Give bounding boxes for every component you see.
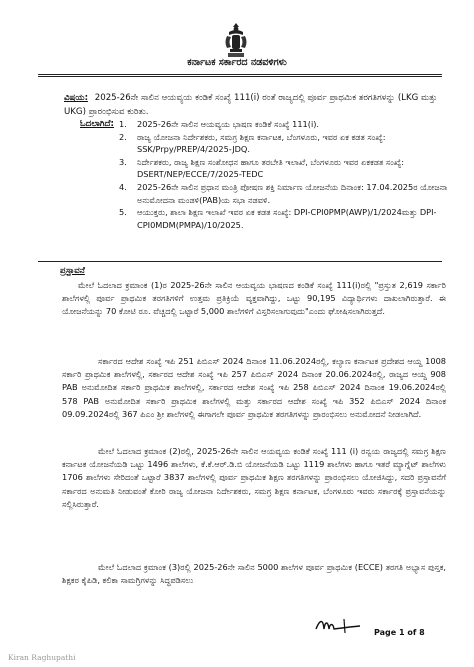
reference-item [119, 206, 449, 231]
scanner-watermark: Kiran Raghupathi [8, 653, 76, 662]
reference-text: 2025-26ನೇ ಸಾಲಿನ ಆಯವ್ಯಯ ಭಾಷಣ ಕಂಡಿಕೆ ಸಂಖ್ಯೆ 111(i). [137, 119, 320, 129]
reference-number: 5. [119, 207, 127, 218]
references-label: ಓದಲಾಗಿದೆ: [80, 119, 114, 129]
reference-number: 2. [119, 131, 127, 142]
reference-item [119, 118, 449, 131]
state-emblem-icon [219, 20, 253, 60]
header-rule-top [38, 74, 442, 75]
subject-label: ವಿಷಯ: [64, 93, 89, 103]
reference-text: ರಾಜ್ಯ ಯೋಜನಾ ನಿರ್ದೇಶಕರು, ಸಮಗ್ರ ಶಿಕ್ಷಣ ಕರ್ನಾಟಕ, ಬೆಂಗಳೂರು, ಇವರ ಏಕ ಕಡತ ಸಂಖ್ಯೆ: SSK/Prpy/PREP/4/2025-JDQ. [137, 131, 386, 155]
preamble-paragraph: ಮೇಲೆ ಓದಲಾದ ಕ್ರಮಾಂಕ (1)ರ 2025-26ನೇ ಸಾಲಿನ ಆಯವ್ಯಯ ಭಾಷಣದ ಕಂಡಿಕೆ ಸಂಖ್ಯೆ 111(i)ರಲ್ಲಿ "ಪ್ರಸ್ತುತ 2,619 ಸರ್ಕಾರಿ ಶಾಲೆಗಳಲ್ಲಿ ಪೂರ್ವ ಪ್ರಾಥಮಿಕ ತರಗತಿಗಳಿಗೆ ಉತ್ತಮ ಪ್ರತಿಕ್ರಿಯೆ ವ್ಯಕ್ತವಾಗಿದ್ದು, ಒಟ್ಟು 90,195 ವಿದ್ಯಾರ್ಥಿಗಳು ದಾಖಲಾಗಿರುತ್ತಾರೆ. ಈ ಯೋಜನೆಯನ್ನು 70 ಕೋಟಿ ರೂ. ವೆಚ್ಚದಲ್ಲಿ ಒಟ್ಟಾರೆ 5,000 ಶಾಲೆಗಳಿಗೆ ವಿಸ್ತರಿಸಲಾಗುವುದು"ಎಂದು ಘೋಷಿಸಲಾಗಿರುತ್ತದೆ. [62, 280, 446, 317]
reference-item [119, 181, 449, 206]
reference-number: 4. [119, 181, 127, 192]
reference-text: ಆಯುಕ್ತರು, ಶಾಲಾ ಶಿಕ್ಷಣ ಇಲಾಖೆ ಇವರ ಏಕ ಕಡತ ಸಂಖ್ಯೆ: DPI-CPI0PMP(AWP)/1/2024ಮತ್ತು DPI-CPI0MDM(PMPA)/10/2025. [137, 207, 437, 230]
preamble-heading: ಪ್ರಸ್ತಾವನೆ [60, 266, 85, 276]
header-rule-bottom [38, 76, 442, 77]
page-number: Page 1 of 8 [374, 628, 425, 637]
signature-mark [314, 613, 364, 635]
reference-item [119, 156, 449, 181]
section-divider [38, 261, 442, 262]
references-list [119, 118, 449, 231]
reference-number: 3. [119, 156, 127, 167]
reference-text: 2025-26ನೇ ಸಾಲಿನ ಪ್ರಧಾನ ಮಂತ್ರಿ ಪೋಷಣ ಶಕ್ತಿ ನಿರ್ಮಾಣ ಯೋಜನೆಯ ದಿನಾಂಕ: 17.04.2025ರ ಯೋಜನಾ ಅನುಮೋದನಾ ಮಂಡಳಿ(PAB)ಯ ಸಭಾ ನಡವಳಿ. [137, 181, 448, 205]
reference-text: ನಿರ್ದೇಶಕರು, ರಾಜ್ಯ ಶಿಕ್ಷಣ ಸಂಶೋಧನ ಹಾಗೂ ತರಬೇತಿ ಇಲಾಖೆ, ಬೆಂಗಳೂರು ಇವರ ಏಕಕಡತ ಸಂಖ್ಯೆ: DSERT/NEP/ECCE/7/2025-TEDC [137, 156, 405, 180]
preamble-paragraph: ಸರ್ಕಾರದ ಆದೇಶ ಸಂಖ್ಯೆ ಇಪಿ 251 ಪಿಬಿಎಸ್ 2024 ದಿನಾಂಕ 11.06.2024ರಲ್ಲಿ, ಕಲ್ಯಾಣ ಕರ್ನಾಟಕ ಪ್ರದೇಶದ ಆಯ್ದ 1008 ಸರ್ಕಾರಿ ಪ್ರಾಥಮಿಕ ಶಾಲೆಗಳಲ್ಲಿ, ಸರ್ಕಾರದ ಆದೇಶ ಸಂಖ್ಯೆ ಇಪಿ 257 ಪಿಬಿಎಸ್ 2024 ದಿನಾಂಕ 20.06.2024ರಲ್ಲಿ, ರಾಜ್ಯದ ಆಯ್ದ 908 PAB ಅನುಮೋದಿತ ಸರ್ಕಾರಿ ಪ್ರಾಥಮಿಕ ಶಾಲೆಗಳಲ್ಲಿ, ಸರ್ಕಾರದ ಆದೇಶ ಸಂಖ್ಯೆ ಇಪಿ 258 ಪಿಬಿಎಸ್ 2024 ದಿನಾಂಕ 19.06.2024ರಲ್ಲಿ 578 PAB ಅನುಮೋದಿತ ಸರ್ಕಾರಿ ಪ್ರಾಥಮಿಕ ಶಾಲೆಗಳಲ್ಲಿ ಮತ್ತು ಸರ್ಕಾರದ ಆದೇಶ ಸಂಖ್ಯೆ ಇಪಿ 352 ಪಿಬಿಎಸ್ 2024 ದಿನಾಂಕ 09.09.2024ರಲ್ಲಿ 367 ಪಿಎಂ ಶ್ರೀ ಶಾಲೆಗಳಲ್ಲಿ ಈಗಾಗಲೇ ಪೂರ್ವ ಪ್ರಾಥಮಿಕ ತರಗತಿಗಳನ್ನು ಪ್ರಾರಂಭಿಸಲು ಅನುಮೋದನೆ ನೀಡಲಾಗಿದೆ. [62, 356, 446, 419]
preamble-paragraph: ಮೇಲೆ ಓದಲಾದ ಕ್ರಮಾಂಕ (3)ರಲ್ಲಿ 2025-26ನೇ ಸಾಲಿನ 5000 ಶಾಲೆಗಳ ಪೂರ್ವ ಪ್ರಾಥಮಿಕ (ECCE) ತರಗತಿ ಅಭ್ಯಾಸ ಪುಸ್ತಕ, ಶಿಕ್ಷಕರ ಕೈಪಿಡಿ, ಕಲಿಕಾ ಸಾಮಗ್ರಿಗಳನ್ನು ಸಿದ್ಧಪಡಿಸಲು [62, 562, 446, 586]
government-title: ಕರ್ನಾಟಕ ಸರ್ಕಾರದ ನಡವಳಿಗಳು [187, 57, 287, 68]
reference-item [119, 131, 449, 156]
subject-block [64, 91, 444, 119]
preamble-paragraph: ಮೇಲೆ ಓದಲಾದ ಕ್ರಮಾಂಕ (2)ರಲ್ಲಿ, 2025-26ನೇ ಸಾಲಿನ ಆಯವ್ಯಯ ಕಂಡಿಕೆ ಸಂಖ್ಯೆ 111 (i) ರನ್ವಯ ರಾಜ್ಯದಲ್ಲಿ ಸಮಗ್ರ ಶಿಕ್ಷಣ ಕರ್ನಾಟಕ ಯೋಜನೆಯಡಿ ಒಟ್ಟು 1496 ಶಾಲೆಗಳು, ಕೆ.ಕೆ.ಆರ್.ಡಿ.ಬಿ ಯೋಜನೆಯಡಿ ಒಟ್ಟು 1119 ಶಾಲೆಗಳು ಹಾಗೂ ಇತರೆ ಮ್ಯಾಗ್ನೆಟ್ ಶಾಲೆಗಳು 1706 ಶಾಲೆಗಳು ಸೇರಿದಂತೆ ಒಟ್ಟಾರೆ 3837 ಶಾಲೆಗಳಲ್ಲಿ ಪೂರ್ವ ಪ್ರಾಥಮಿಕ ಶಿಕ್ಷಣ ತರಗತಿಗಳನ್ನು ಪ್ರಾರಂಭಿಸಲು ಯೋಜಿಸಿದ್ದು, ಸದರಿ ಪ್ರಸ್ತಾವನೆಗೆ ಸರ್ಕಾರದ ಅನುಮತಿ ನೀಡುವಂತೆ ಕೋರಿ ರಾಜ್ಯ ಯೋಜನಾ ನಿರ್ದೇಶಕರು, ಸಮಗ್ರ ಶಿಕ್ಷಣ ಕರ್ನಾಟಕ, ಬೆಂಗಳೂರು ಇವರು ಸರ್ಕಾರಕ್ಕೆ ಪ್ರಸ್ತಾವನೆಯನ್ನು ಸಲ್ಲಿಸಿರುತ್ತಾರೆ. [62, 446, 446, 509]
subject-text: 2025-26ನೇ ಸಾಲಿನ ಆಯವ್ಯಯ ಕಂಡಿಕೆ ಸಂಖ್ಯೆ 111(i) ರಂತೆ ರಾಜ್ಯದಲ್ಲಿ ಪೂರ್ವ ಪ್ರಾಥಮಿಕ ತರಗತಿಗಳನ್ನು (LKG ಮತ್ತು UKG) ಪ್ರಾರಂಭಿಸುವ ಕುರಿತು. [64, 93, 438, 117]
reference-number: 1. [119, 119, 127, 129]
